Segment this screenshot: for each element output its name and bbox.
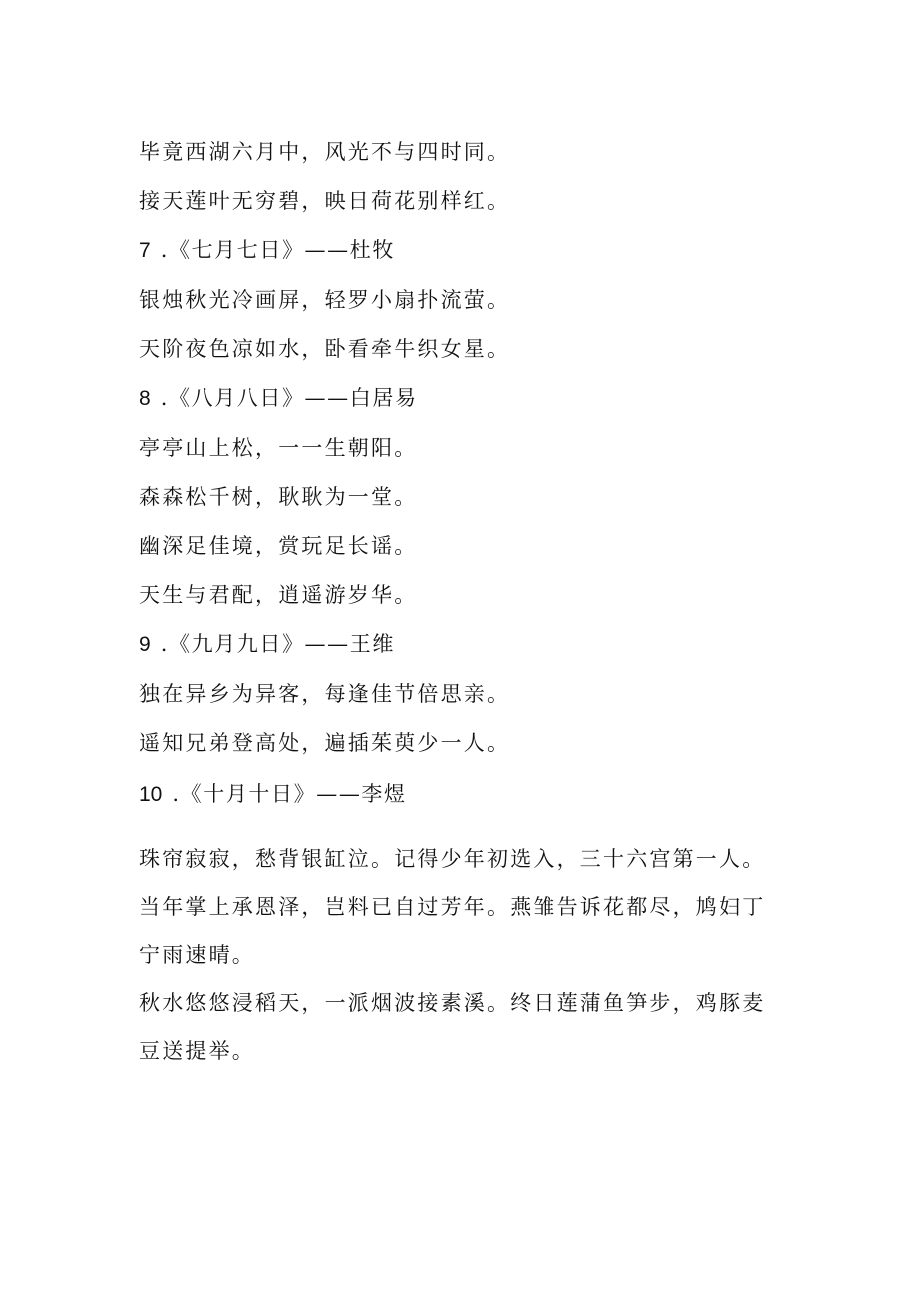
verse-line: 遥知兄弟登高处，遍插茱萸少一人。 xyxy=(139,731,511,755)
verse-line: 宁雨速晴。 xyxy=(139,943,255,967)
poem-title: .《七月七日》——杜牧 xyxy=(160,238,395,262)
poem-heading xyxy=(139,630,395,659)
poem-heading xyxy=(139,780,407,809)
poem-number: 9 xyxy=(139,633,151,656)
verse-line: 独在异乡为异客，每逢佳节倍思亲。 xyxy=(139,682,511,706)
verse-line: 天生与君配，逍遥游岁华。 xyxy=(139,583,418,607)
verse-line: 当年掌上承恩泽，岂料已自过芳年。燕雏告诉花都尽，鸠妇丁 xyxy=(139,895,766,919)
verse-line: 接天莲叶无穷碧，映日荷花别样红。 xyxy=(139,189,511,213)
poem-number: 8 xyxy=(139,387,151,410)
verse-line: 毕竟西湖六月中，风光不与四时同。 xyxy=(139,140,511,164)
poem-title: .《九月九日》——王维 xyxy=(160,632,395,656)
verse-line: 森森松千树，耿耿为一堂。 xyxy=(139,485,418,509)
poem-number: 7 xyxy=(139,239,151,262)
verse-line: 亭亭山上松，一一生朝阳。 xyxy=(139,436,418,460)
poem-heading xyxy=(139,236,395,265)
poem-title: .《八月八日》——白居易 xyxy=(160,386,418,410)
verse-line: 秋水悠悠浸稻天，一派烟波接素溪。终日莲蒲鱼笋步，鸡豚麦 xyxy=(139,991,766,1015)
poem-number: 10 xyxy=(139,783,163,806)
verse-line: 幽深足佳境，赏玩足长谣。 xyxy=(139,534,418,558)
verse-line: 豆送提举。 xyxy=(139,1039,255,1063)
verse-line: 珠帘寂寂，愁背银缸泣。记得少年初选入，三十六宫第一人。 xyxy=(139,847,766,871)
poem-heading xyxy=(139,384,418,413)
verse-line: 银烛秋光冷画屏，轻罗小扇扑流萤。 xyxy=(139,288,511,312)
verse-line: 天阶夜色凉如水，卧看牵牛织女星。 xyxy=(139,337,511,361)
poem-title: .《十月十日》——李煜 xyxy=(172,782,407,806)
